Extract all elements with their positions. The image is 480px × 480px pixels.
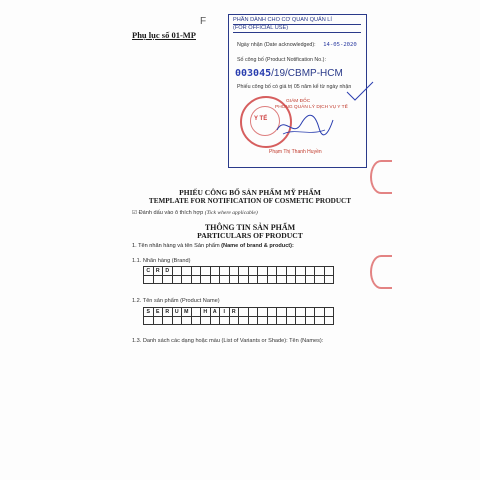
letter-cell <box>258 267 268 276</box>
letter-cell <box>325 276 335 285</box>
letter-cell <box>258 317 268 326</box>
letter-cell: D <box>163 267 173 276</box>
item-1-heading <box>132 243 294 249</box>
letter-cell <box>287 276 297 285</box>
letter-cell <box>192 276 202 285</box>
letter-cell: M <box>182 308 192 317</box>
letter-cell <box>296 317 306 326</box>
stamp-text: Y TẾ <box>254 116 268 122</box>
letter-cell <box>277 276 287 285</box>
letter-cell <box>287 317 297 326</box>
letter-cell: U <box>173 308 183 317</box>
letter-cell <box>201 267 211 276</box>
letter-cell <box>325 317 335 326</box>
product-name-label: 1.2. Tên sản phẩm (Product Name) <box>132 298 220 304</box>
letter-cell <box>230 267 240 276</box>
letter-cell <box>258 276 268 285</box>
letter-cell <box>182 267 192 276</box>
letter-cell <box>239 308 249 317</box>
letter-cell <box>296 308 306 317</box>
official-header-en: (FOR OFFICIAL USE) <box>233 25 361 33</box>
section-title-en: PARTICULARS OF PRODUCT <box>197 231 303 240</box>
letter-cell <box>239 276 249 285</box>
letter-cell <box>249 267 259 276</box>
variants-label: 1.3. Danh sách các dạng hoặc màu (List of Variants or Shade): Tên (Names): <box>132 338 324 344</box>
section-title-vn: THÔNG TIN SẢN PHẨM <box>204 223 296 232</box>
letter-cell <box>306 317 316 326</box>
letter-cell <box>211 276 221 285</box>
letter-cell <box>182 317 192 326</box>
letter-cell <box>144 317 154 326</box>
official-header <box>233 17 361 33</box>
letter-cell <box>192 308 202 317</box>
letter-cell <box>192 267 202 276</box>
notification-number-label: Số công bố (Product Notification No.): <box>237 57 326 63</box>
received-date-row <box>237 42 357 48</box>
letter-cell <box>306 276 316 285</box>
letter-cell <box>144 276 154 285</box>
letter-cell <box>306 267 316 276</box>
letter-cell <box>258 308 268 317</box>
letter-cell: I <box>220 308 230 317</box>
letter-cell <box>163 276 173 285</box>
letter-cell <box>306 308 316 317</box>
letter-cell <box>315 308 325 317</box>
letter-cell <box>277 267 287 276</box>
letter-cell <box>201 317 211 326</box>
letter-cell <box>182 276 192 285</box>
tick-note-vn: Đánh dấu vào ô thích hợp <box>138 210 204 216</box>
tick-note-en: (Tick where applicable) <box>204 210 258 216</box>
letter-cell: A <box>211 308 221 317</box>
signature-scribble <box>275 110 335 140</box>
letter-cell <box>277 317 287 326</box>
corner-mark: F <box>200 16 207 27</box>
form-title-en: TEMPLATE FOR NOTIFICATION OF COSMETIC PRODUCT <box>148 197 352 205</box>
director-title: GIÁM ĐỐC <box>286 99 311 104</box>
letter-cell <box>154 276 164 285</box>
letter-cell <box>268 308 278 317</box>
tick-note <box>132 210 258 216</box>
letter-cell <box>249 276 259 285</box>
item-1-en: (Name of brand & product): <box>221 243 294 249</box>
letter-cell <box>173 317 183 326</box>
letter-cell <box>287 267 297 276</box>
brand-label: 1.1. Nhãn hàng (Brand) <box>132 258 191 264</box>
letter-cell <box>287 308 297 317</box>
letter-cell <box>249 308 259 317</box>
brand-letter-grid <box>143 266 334 284</box>
letter-cell: E <box>154 308 164 317</box>
letter-cell <box>268 267 278 276</box>
product-letter-grid <box>143 307 334 325</box>
letter-cell <box>173 276 183 285</box>
letter-cell <box>230 317 240 326</box>
official-header-vn: PHẦN DÀNH CHO CƠ QUAN QUẢN LÍ <box>233 17 361 25</box>
notification-number <box>235 68 343 79</box>
appendix-label: Phụ lục số 01-MP <box>132 30 196 40</box>
letter-cell <box>296 276 306 285</box>
letter-cell <box>201 276 211 285</box>
letter-cell <box>211 267 221 276</box>
letter-cell <box>220 267 230 276</box>
item-1-vn: 1. Tên nhãn hàng và tên Sản phẩm <box>132 243 220 249</box>
received-label: Ngày nhận (Date acknowledged): <box>237 42 316 48</box>
letter-cell <box>277 308 287 317</box>
notification-number-handwritten: 003045 <box>235 68 272 79</box>
letter-cell <box>173 267 183 276</box>
letter-cell <box>296 267 306 276</box>
validity-note: Phiếu công bố có giá trị 05 năm kể từ ngày nhận <box>237 84 352 90</box>
letter-cell: H <box>201 308 211 317</box>
letter-cell <box>211 317 221 326</box>
letter-cell <box>220 317 230 326</box>
letter-cell <box>192 317 202 326</box>
notification-number-suffix: /19/CBMP-HCM <box>271 68 343 79</box>
letter-cell <box>315 267 325 276</box>
letter-cell <box>163 317 173 326</box>
letter-cell <box>230 276 240 285</box>
signer-name: Phạm Thị Thanh Huyền <box>269 149 322 155</box>
agency-name: PHÒNG QUẢN LÝ DỊCH VỤ Y TẾ <box>275 105 348 110</box>
letter-cell <box>268 317 278 326</box>
letter-cell <box>315 276 325 285</box>
letter-cell <box>268 276 278 285</box>
letter-cell: R <box>230 308 240 317</box>
received-date: 14-05-2020 <box>323 42 357 48</box>
checkbox-icon: ☑ <box>132 210 138 216</box>
letter-cell: R <box>154 267 164 276</box>
letter-cell <box>239 267 249 276</box>
edge-stamp-bottom <box>370 255 392 289</box>
form-title-vn: PHIẾU CÔNG BỐ SẢN PHẨM MỸ PHẨM <box>179 188 321 197</box>
letter-cell <box>325 267 335 276</box>
letter-cell <box>315 317 325 326</box>
letter-cell <box>154 317 164 326</box>
letter-cell <box>325 308 335 317</box>
letter-cell <box>249 317 259 326</box>
letter-cell: R <box>163 308 173 317</box>
letter-cell: C <box>144 267 154 276</box>
letter-cell: S <box>144 308 154 317</box>
letter-cell <box>239 317 249 326</box>
letter-cell <box>220 276 230 285</box>
received-checkmark <box>345 80 375 105</box>
